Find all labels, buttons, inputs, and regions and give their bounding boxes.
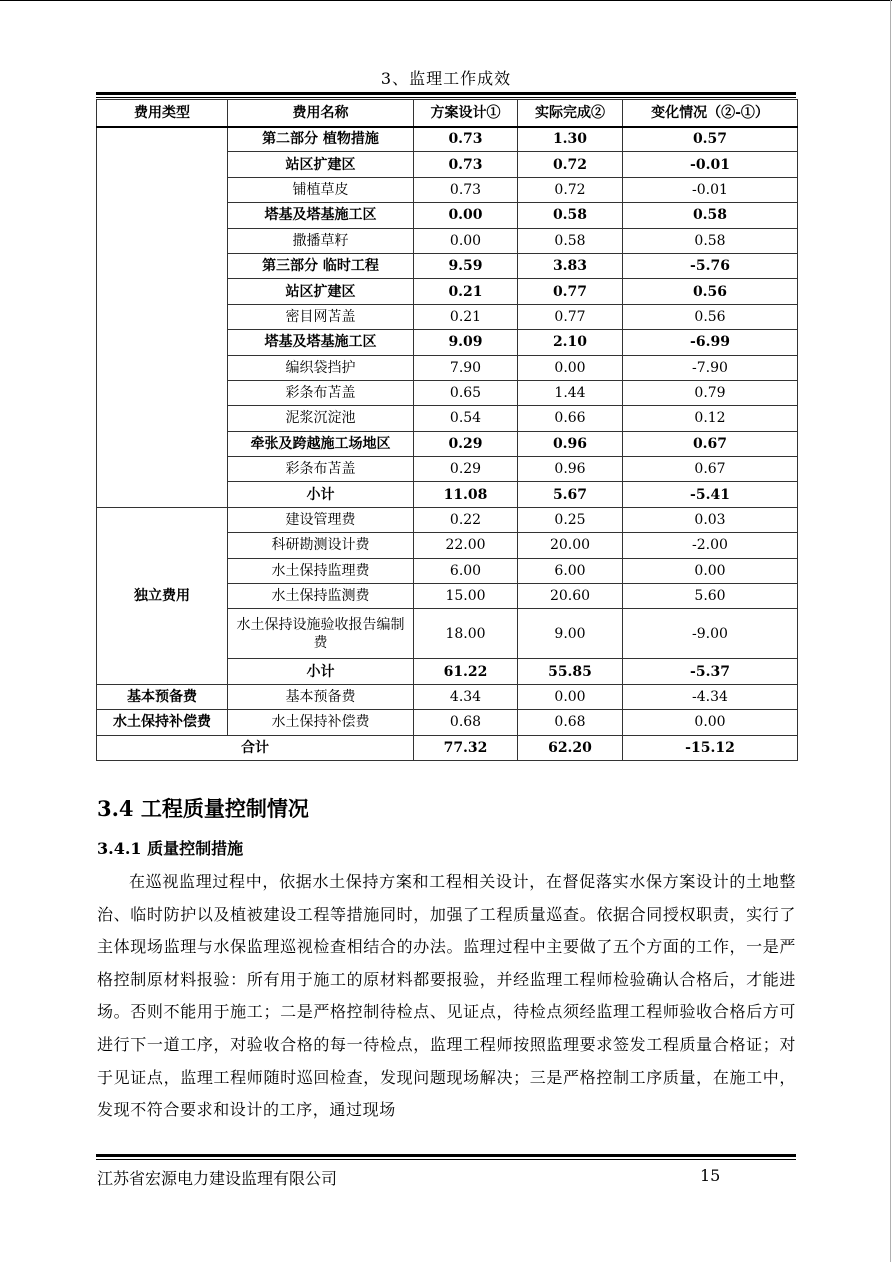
cell-actual: 0.72 <box>518 177 623 202</box>
body-paragraph: 在巡视监理过程中，依据水土保持方案和工程相关设计，在督促落实水保方案设计的土地整治、临时防护以及植被建设工程等措施同时，加强了工程质量巡查。依据合同授权职责，实行了主体现场监理与水保监理巡视检查相结合的办法。监理过程中主要做了五个方面的工作，一是严格控制原材料报验：所有用于施工的原材料都要报验，并经监理工程师检验确认合格后，才能进场。否则不能用于施工；二是严格控制待检点、见证点，待检点须经监理工程师验收合格后方可进行下一道工序，对验收合格的每一待检点，监理工程师按照监理要求签发工程质量合格证；对于见证点，监理工程师随时巡回检查，发现问题现场解决；三是严格控制工序质量，在施工中，发现不符合要求和设计的工序，通过现场 <box>97 872 796 1120</box>
cell-actual: 6.00 <box>518 558 623 583</box>
cell-name: 第三部分 临时工程 <box>228 253 414 278</box>
cell-change: 0.58 <box>623 228 798 253</box>
cell-name: 第二部分 植物措施 <box>228 127 414 152</box>
header-actual: 实际完成② <box>518 100 623 127</box>
cell-actual: 1.30 <box>518 127 623 152</box>
cell-change: 0.12 <box>623 406 798 431</box>
cell-change: 0.58 <box>623 203 798 228</box>
cell-name: 基本预备费 <box>228 684 414 709</box>
cell-actual: 1.44 <box>518 380 623 405</box>
cost-type-independent: 独立费用 <box>97 507 228 684</box>
cell-change: 0.67 <box>623 431 798 456</box>
table-row <box>97 127 798 152</box>
table-row <box>97 507 798 532</box>
cell-name: 小计 <box>228 659 414 684</box>
cell-actual: 20.00 <box>518 533 623 558</box>
cell-design: 9.59 <box>414 253 518 278</box>
table-row-reserve <box>97 684 798 709</box>
cell-change: 0.56 <box>623 304 798 329</box>
cell-actual: 0.66 <box>518 406 623 431</box>
cost-comparison-table <box>96 99 798 761</box>
cell-name: 彩条布苫盖 <box>228 380 414 405</box>
cell-name: 建设管理费 <box>228 507 414 532</box>
cell-design: 7.90 <box>414 355 518 380</box>
cost-type-empty <box>97 127 228 508</box>
cell-name: 塔基及塔基施工区 <box>228 330 414 355</box>
page-top-border <box>0 0 892 1</box>
cell-change: -0.01 <box>623 152 798 177</box>
cell-design: 0.29 <box>414 431 518 456</box>
cell-change: -7.90 <box>623 355 798 380</box>
cell-design: 0.73 <box>414 127 518 152</box>
page-right-border <box>890 0 891 1262</box>
cell-change: 0.56 <box>623 279 798 304</box>
cell-actual: 3.83 <box>518 253 623 278</box>
cell-actual: 55.85 <box>518 659 623 684</box>
table-row-compensation <box>97 710 798 735</box>
footer-rule-thin <box>96 1159 796 1160</box>
header-rule-thin <box>96 97 796 98</box>
cell-design: 0.21 <box>414 279 518 304</box>
cell-change: 0.67 <box>623 457 798 482</box>
cell-design: 6.00 <box>414 558 518 583</box>
footer-company-name: 江苏省宏源电力建设监理有限公司 <box>97 1169 338 1188</box>
cell-design: 61.22 <box>414 659 518 684</box>
cell-actual: 0.77 <box>518 279 623 304</box>
cell-change: -5.41 <box>623 482 798 507</box>
cell-design: 0.68 <box>414 710 518 735</box>
cell-change: -5.37 <box>623 659 798 684</box>
cell-change: -2.00 <box>623 533 798 558</box>
cell-change: -6.99 <box>623 330 798 355</box>
cell-change: 5.60 <box>623 584 798 609</box>
footer-rule <box>96 1154 796 1157</box>
page-number: 15 <box>700 1166 721 1185</box>
cell-design: 0.22 <box>414 507 518 532</box>
page-header-title: 3、监理工作成效 <box>380 69 512 88</box>
cell-actual: 0.00 <box>518 355 623 380</box>
cell-name: 站区扩建区 <box>228 152 414 177</box>
total-label: 合计 <box>97 735 414 760</box>
cell-actual: 0.68 <box>518 710 623 735</box>
cell-change: 0.00 <box>623 710 798 735</box>
summary-body <box>97 684 798 760</box>
cell-actual: 0.00 <box>518 684 623 709</box>
cell-actual: 20.60 <box>518 584 623 609</box>
header-rule <box>96 92 796 95</box>
cell-change: -5.76 <box>623 253 798 278</box>
cell-actual: 0.58 <box>518 228 623 253</box>
cell-name: 站区扩建区 <box>228 279 414 304</box>
cost-type-reserve: 基本预备费 <box>97 684 228 709</box>
cell-change: 0.03 <box>623 507 798 532</box>
subsection-heading: 3.4.1 质量控制措施 <box>97 839 244 858</box>
table-body <box>97 127 798 508</box>
cell-name: 科研勘测设计费 <box>228 533 414 558</box>
cell-design: 15.00 <box>414 584 518 609</box>
cell-name: 彩条布苫盖 <box>228 457 414 482</box>
cell-change: 0.79 <box>623 380 798 405</box>
total-actual: 62.20 <box>518 735 623 760</box>
independent-cost-body <box>97 507 798 684</box>
cost-type-compensation: 水土保持补偿费 <box>97 710 228 735</box>
table-header-row <box>97 100 798 127</box>
cell-change: -9.00 <box>623 609 798 659</box>
cell-name: 水土保持补偿费 <box>228 710 414 735</box>
cell-name: 编织袋挡护 <box>228 355 414 380</box>
cell-design: 0.65 <box>414 380 518 405</box>
cell-design: 22.00 <box>414 533 518 558</box>
cell-design: 11.08 <box>414 482 518 507</box>
cell-name: 牵张及跨越施工场地区 <box>228 431 414 456</box>
cell-design: 0.00 <box>414 203 518 228</box>
cell-design: 0.29 <box>414 457 518 482</box>
header-design: 方案设计① <box>414 100 518 127</box>
cell-name: 泥浆沉淀池 <box>228 406 414 431</box>
table-row-total <box>97 735 798 760</box>
cell-change: -0.01 <box>623 177 798 202</box>
cell-name: 小计 <box>228 482 414 507</box>
cell-name: 密目网苫盖 <box>228 304 414 329</box>
cell-actual: 0.72 <box>518 152 623 177</box>
section-heading: 3.4 工程质量控制情况 <box>97 796 309 821</box>
cell-actual: 0.58 <box>518 203 623 228</box>
cell-design: 0.00 <box>414 228 518 253</box>
cell-design: 0.54 <box>414 406 518 431</box>
cell-name: 铺植草皮 <box>228 177 414 202</box>
cell-design: 0.73 <box>414 177 518 202</box>
cell-actual: 5.67 <box>518 482 623 507</box>
total-design: 77.32 <box>414 735 518 760</box>
header-cost-name: 费用名称 <box>228 100 414 127</box>
cell-actual: 0.96 <box>518 457 623 482</box>
cell-name: 水土保持设施验收报告编制费 <box>228 609 414 659</box>
header-cost-type: 费用类型 <box>97 100 228 127</box>
cell-actual: 0.96 <box>518 431 623 456</box>
cell-actual: 2.10 <box>518 330 623 355</box>
cell-name: 水土保持监测费 <box>228 584 414 609</box>
header-change: 变化情况（②-①） <box>623 100 798 127</box>
cell-name: 塔基及塔基施工区 <box>228 203 414 228</box>
cell-actual: 9.00 <box>518 609 623 659</box>
cell-change: -4.34 <box>623 684 798 709</box>
cell-actual: 0.77 <box>518 304 623 329</box>
cell-change: 0.00 <box>623 558 798 583</box>
cell-design: 0.21 <box>414 304 518 329</box>
cell-name: 撒播草籽 <box>228 228 414 253</box>
cell-design: 18.00 <box>414 609 518 659</box>
cell-name: 水土保持监理费 <box>228 558 414 583</box>
cell-design: 0.73 <box>414 152 518 177</box>
cell-actual: 0.25 <box>518 507 623 532</box>
cell-design: 9.09 <box>414 330 518 355</box>
cell-design: 4.34 <box>414 684 518 709</box>
total-change: -15.12 <box>623 735 798 760</box>
cell-change: 0.57 <box>623 127 798 152</box>
